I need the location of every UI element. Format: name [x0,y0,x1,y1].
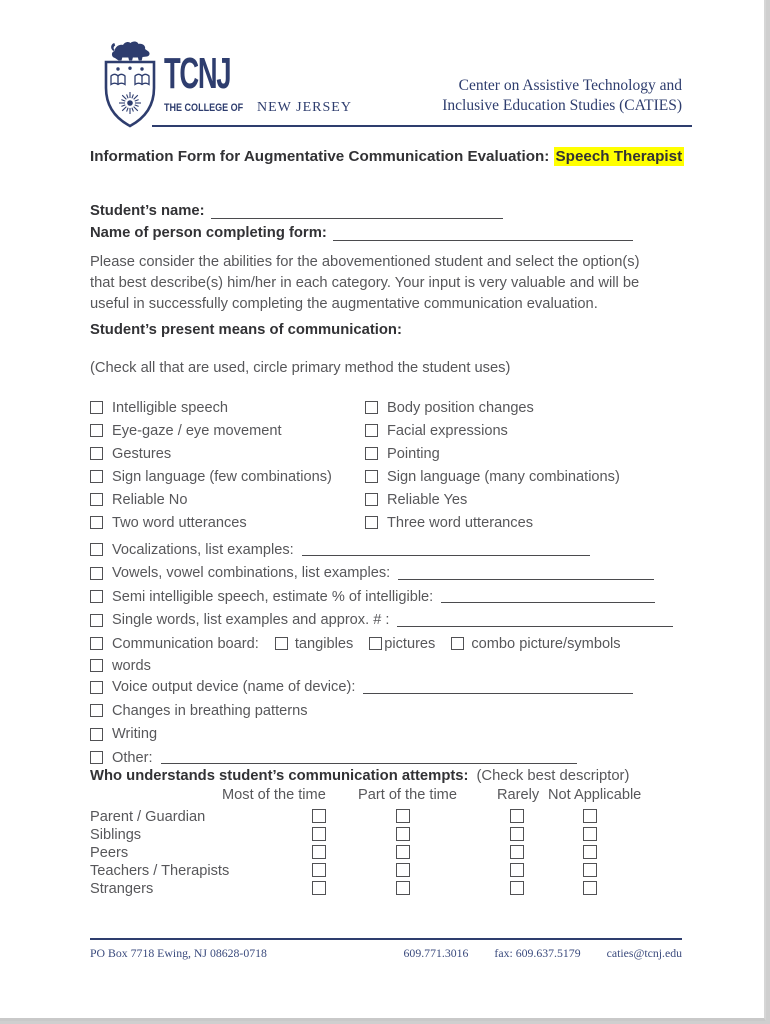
checkbox-item [365,442,682,465]
checkbox-label: Pointing [387,445,440,462]
checkbox-item [90,465,365,488]
checkbox[interactable] [90,401,103,414]
checkbox[interactable] [90,614,103,627]
tcnj-lion-crest [112,42,150,61]
checkbox[interactable] [396,863,410,877]
header-divider [152,125,692,127]
footer-phone: 609.771.3016 [403,946,469,960]
row-label: Strangers [90,881,154,897]
checkbox-label: Vocalizations, list examples: [112,541,294,558]
checkbox[interactable] [583,809,597,823]
checkbox-item [90,442,365,465]
means-checkbox-grid [90,396,682,534]
checkbox-item [90,488,365,511]
checkbox[interactable] [396,881,410,895]
checkbox[interactable] [365,447,378,460]
intro-line-3: useful in successfully completing the augmentative communication evaluation. [90,296,598,312]
footer-email: caties@tcnj.edu [606,946,682,960]
checkbox[interactable] [90,751,103,764]
checkbox[interactable] [90,470,103,483]
student-name-row [90,197,682,219]
checkbox-label: tangibles [294,635,354,652]
who-heading: Who understands student’s communication attempts: [90,768,469,784]
completer-name-input-line[interactable] [333,227,633,241]
student-name-input-line[interactable] [211,205,503,219]
who-note: (Check best descriptor) [476,768,630,784]
checkbox-item [365,465,682,488]
checkbox-item [365,419,682,442]
checkbox-item [365,396,682,419]
checkbox-item [90,676,682,700]
form-title-highlight: Speech Therapist [555,148,683,165]
form-title [90,148,682,165]
tcnj-shield-icon [98,36,162,128]
checkbox[interactable] [90,637,103,650]
intro-line-2: that best describe(s) him/her in each category. Your input is very valuable and will be [90,275,640,291]
checkbox[interactable] [90,704,103,717]
checkbox[interactable] [90,590,103,603]
checkbox-label: Sign language (many combinations) [387,468,620,485]
org-line-2: Inclusive Education Studies (CATIES) [442,97,682,114]
tcnj-wordmark [164,49,352,115]
checkbox-item [90,723,682,747]
checkbox-label: Facial expressions [387,422,508,439]
row-label: Parent / Guardian [90,809,206,825]
page-footer [90,946,682,961]
checkbox-label: Body position changes [387,399,534,416]
checkbox[interactable] [365,424,378,437]
checkbox-label: Gestures [112,445,172,462]
checkbox-label: Changes in breathing patterns [112,702,308,719]
checkbox[interactable] [90,659,103,672]
means-instruction: (Check all that are used, circle primary method the student uses) [90,360,511,376]
checkbox[interactable] [90,493,103,506]
who-understands-section [90,768,682,899]
checkbox[interactable] [90,567,103,580]
org-name [442,76,682,116]
checkbox[interactable] [396,845,410,859]
checkbox[interactable] [90,728,103,741]
checkbox[interactable] [365,516,378,529]
table-row [90,880,682,898]
checkbox-label: Vowels, vowel combinations, list examples: [112,565,391,582]
checkbox[interactable] [583,845,597,859]
checkbox-item [90,538,682,562]
tcnj-acronym: TCNJ [164,49,231,98]
checkbox-label: Reliable Yes [387,491,468,508]
checkbox[interactable] [365,470,378,483]
checkbox[interactable] [275,637,288,650]
column-header: Part of the time [358,787,457,803]
checkbox[interactable] [365,493,378,506]
write-in-line[interactable] [398,567,654,580]
row-label: Peers [90,845,129,861]
footer-address: PO Box 7718 Ewing, NJ 08628-0718 [90,946,267,960]
checkbox-label: Sign language (few combinations) [112,468,332,485]
checkbox-item [90,419,365,442]
table-row [90,844,682,862]
checkbox-item [90,585,682,609]
checkbox[interactable] [510,845,524,859]
checkbox[interactable] [510,881,524,895]
checkbox-label: Voice output device (name of device): [112,679,356,696]
checkbox[interactable] [583,881,597,895]
tagline-bold: THE COLLEGE OF [164,102,244,114]
intro-paragraph [90,252,682,315]
checkbox-item [90,609,682,633]
page-header [90,36,682,128]
checkbox[interactable] [583,827,597,841]
checkbox-label: pictures [384,635,436,652]
checkbox-item [365,511,682,534]
checkbox-item [90,656,682,676]
checkbox[interactable] [451,637,464,650]
checkbox-item-communication-board [90,632,682,656]
checkbox-item [90,396,365,419]
checkbox[interactable] [312,809,326,823]
checkbox-item [90,746,682,770]
checkbox[interactable] [396,809,410,823]
table-row [90,826,682,844]
checkbox-label: Other: [112,749,153,766]
checkbox[interactable] [90,516,103,529]
column-header: Not Applicable [548,787,642,803]
checkbox[interactable] [90,424,103,437]
name-fields [90,197,682,241]
row-label: Siblings [90,827,142,843]
checkbox[interactable] [510,863,524,877]
checkbox[interactable] [510,809,524,823]
checkbox[interactable] [312,881,326,895]
checkbox-label: Intelligible speech [112,399,229,416]
footer-divider [90,938,682,940]
column-header: Rarely [497,787,540,803]
sunburst-icon [119,92,141,114]
intro-line-1: Please consider the abilities for the abovementioned student and select the option(s) [90,254,640,270]
checkbox[interactable] [312,863,326,877]
column-header: Most of the time [222,787,326,803]
checkbox[interactable] [312,827,326,841]
comm-board-option [275,636,353,652]
checkbox-label: combo picture/symbols [471,635,621,652]
footer-fax: fax: 609.637.5179 [494,946,581,960]
checkbox-label: Semi intelligible speech, estimate % of intelligible: [112,588,434,605]
checkbox[interactable] [365,401,378,414]
table-row [90,808,682,826]
checkbox[interactable] [90,681,103,694]
write-in-line[interactable] [441,590,655,603]
checkbox-label: Writing [112,726,158,743]
checkbox-label: Communication board: [112,635,259,652]
org-line-1: Center on Assistive Technology and [458,77,682,94]
write-in-line[interactable] [161,751,577,764]
completer-name-row [90,219,682,241]
checkbox-label: Reliable No [112,491,188,508]
checkbox[interactable] [90,543,103,556]
checkbox-label: Eye-gaze / eye movement [112,422,282,439]
completer-name-label: Name of person completing form: [90,225,327,241]
checkbox-item [90,699,682,723]
checkbox[interactable] [583,863,597,877]
table-row [90,862,682,880]
checkbox-label: Two word utterances [112,514,247,531]
checkbox[interactable] [90,447,103,460]
comm-board-option [451,636,620,652]
tcnj-logo [98,36,352,128]
write-in-line[interactable] [302,543,590,556]
tagline-serif: NEW JERSEY [257,100,352,115]
who-table [90,787,682,899]
means-heading: Student’s present means of communication: [90,322,402,338]
comm-board-option [369,636,435,652]
checkbox-item [90,511,365,534]
checkbox[interactable] [369,637,382,650]
tcnj-tagline [164,98,352,116]
checkbox-item [90,562,682,586]
checkbox[interactable] [510,827,524,841]
checkbox[interactable] [312,845,326,859]
who-heading-row [90,768,682,784]
write-in-line[interactable] [363,681,633,694]
row-label: Teachers / Therapists [90,863,230,879]
means-line-items [90,538,682,770]
write-in-line[interactable] [397,614,673,627]
checkbox[interactable] [396,827,410,841]
checkbox-label: words [112,657,151,674]
student-name-label: Student’s name: [90,203,205,219]
checkbox-label: Three word utterances [387,514,534,531]
checkbox-label: Single words, list examples and approx. # : [112,612,390,629]
checkbox-item [365,488,682,511]
form-title-text: Information Form for Augmentative Communication Evaluation: [90,148,554,165]
